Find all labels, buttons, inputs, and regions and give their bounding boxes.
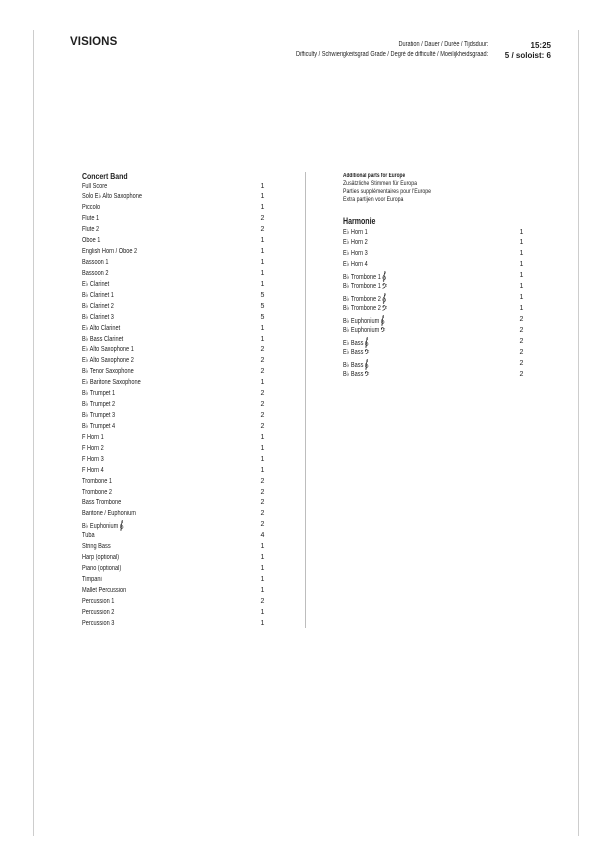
part-quantity: 1 xyxy=(260,335,265,343)
part-row xyxy=(82,433,282,444)
part-row xyxy=(82,356,282,367)
harmonie-parts-list xyxy=(343,228,543,388)
part-name: String Bass xyxy=(82,543,111,551)
concert-band-parts-list xyxy=(82,182,282,642)
part-label xyxy=(82,411,115,422)
part-quantity: 2 xyxy=(260,401,265,409)
part-quantity: 1 xyxy=(260,565,265,573)
part-label xyxy=(82,466,104,477)
part-row xyxy=(343,359,543,370)
part-name: Full Score xyxy=(82,182,108,190)
part-label xyxy=(343,304,387,315)
part-label xyxy=(343,260,368,271)
part-label xyxy=(82,378,141,389)
part-label xyxy=(82,356,134,367)
part-name: B♭ Tenor Saxophone xyxy=(82,368,134,376)
part-label xyxy=(82,324,120,335)
part-row xyxy=(343,282,543,293)
part-quantity: 2 xyxy=(260,226,265,234)
part-row xyxy=(343,260,543,271)
part-name: F Horn 1 xyxy=(82,433,104,441)
part-quantity: 1 xyxy=(260,575,265,583)
part-quantity: 1 xyxy=(260,379,265,387)
part-row xyxy=(82,531,282,542)
part-row xyxy=(82,345,282,356)
bass-clef-icon xyxy=(365,371,370,377)
part-quantity: 2 xyxy=(260,477,265,485)
part-label xyxy=(82,619,114,630)
concert-band-heading-text: Concert Band xyxy=(82,171,128,181)
part-quantity: 1 xyxy=(260,543,265,551)
bass-clef-icon xyxy=(365,349,370,355)
part-label xyxy=(82,498,121,509)
part-quantity: 5 xyxy=(260,302,265,310)
part-name: B♭ Euphonium xyxy=(343,326,380,334)
part-quantity: 1 xyxy=(260,280,265,288)
part-row xyxy=(82,214,282,225)
part-name: Tuba xyxy=(82,532,95,540)
part-quantity: 2 xyxy=(260,368,265,376)
part-name: B♭ Trumpet 1 xyxy=(82,390,116,398)
europe-subheading-nl xyxy=(343,196,419,204)
part-row xyxy=(82,422,282,433)
part-name: E♭ Horn 3 xyxy=(343,250,368,258)
part-row xyxy=(82,247,282,258)
part-quantity: 2 xyxy=(519,359,524,367)
treble-clef-icon xyxy=(365,337,369,348)
part-name: B♭ Bass xyxy=(343,361,364,369)
part-row xyxy=(343,348,543,359)
part-label xyxy=(343,348,369,359)
part-name: B♭ Clarinet 3 xyxy=(82,313,114,321)
part-quantity: 2 xyxy=(519,315,524,323)
part-name: B♭ Trombone 2 xyxy=(343,305,381,312)
part-quantity: 1 xyxy=(519,294,524,302)
part-name: B♭ Clarinet 1 xyxy=(82,291,114,299)
part-row xyxy=(82,498,282,509)
part-name: Bassoon 2 xyxy=(82,269,109,277)
part-row xyxy=(82,520,282,531)
part-label xyxy=(82,247,137,258)
part-name: Bassoon 1 xyxy=(82,259,109,266)
part-name: Trombone 1 xyxy=(82,477,112,485)
part-quantity: 1 xyxy=(260,204,265,212)
part-name: Mallet Percussion xyxy=(82,586,127,594)
treble-clef-icon xyxy=(119,520,123,531)
part-name: E♭ Alto Saxophone 1 xyxy=(82,346,134,354)
part-name: Piano (optional) xyxy=(82,565,122,573)
part-quantity: 1 xyxy=(260,182,265,190)
part-row xyxy=(82,324,282,335)
part-quantity: 1 xyxy=(519,261,524,269)
part-row xyxy=(82,400,282,411)
difficulty-label-line xyxy=(248,51,488,59)
part-row xyxy=(343,326,543,337)
part-quantity: 1 xyxy=(260,269,265,277)
part-row xyxy=(82,575,282,586)
part-row xyxy=(82,619,282,630)
part-name: B♭ Trombone 2 xyxy=(343,296,381,304)
part-name: B♭ Trombone 1 xyxy=(343,274,381,282)
part-name: B♭ Bass xyxy=(343,370,364,378)
part-label xyxy=(343,326,385,337)
part-row xyxy=(82,586,282,597)
part-quantity: 1 xyxy=(519,228,524,236)
part-name: F Horn 4 xyxy=(82,466,104,474)
part-row xyxy=(343,249,543,260)
part-quantity: 1 xyxy=(260,554,265,562)
part-name: E♭ Horn 2 xyxy=(343,239,368,247)
part-row xyxy=(82,488,282,499)
europe-subheading-fr xyxy=(343,188,453,196)
part-name: E♭ Horn 1 xyxy=(343,228,368,236)
part-name: E♭ Baritone Saxophone xyxy=(82,379,141,387)
part-label xyxy=(82,236,100,247)
part-quantity: 1 xyxy=(260,586,265,594)
part-name: B♭ Euphonium xyxy=(82,523,119,531)
part-quantity: 2 xyxy=(260,215,265,223)
part-label xyxy=(82,597,114,608)
part-label xyxy=(82,422,115,433)
part-quantity: 1 xyxy=(260,324,265,332)
part-quantity: 2 xyxy=(260,510,265,518)
left-margin-rule xyxy=(33,30,34,836)
part-quantity: 2 xyxy=(260,521,265,529)
part-row xyxy=(82,509,282,520)
part-quantity: 2 xyxy=(260,499,265,507)
part-quantity: 5 xyxy=(260,313,265,321)
part-row xyxy=(82,378,282,389)
part-row xyxy=(82,455,282,466)
part-quantity: 2 xyxy=(260,346,265,354)
part-quantity: 2 xyxy=(260,412,265,420)
part-row xyxy=(343,271,543,282)
part-row xyxy=(82,389,282,400)
part-name: F Horn 2 xyxy=(82,444,104,452)
part-quantity: 1 xyxy=(260,433,265,441)
part-label xyxy=(82,509,136,520)
part-quantity: 2 xyxy=(260,488,265,496)
treble-clef-icon xyxy=(365,359,369,370)
part-quantity: 2 xyxy=(260,390,265,398)
part-name: Percussion 3 xyxy=(82,619,115,627)
part-row xyxy=(82,367,282,378)
europe-subheading-text: Extra partijen voor Europa xyxy=(343,195,404,203)
part-row xyxy=(82,608,282,619)
part-name: B♭ Trumpet 3 xyxy=(82,412,116,420)
europe-heading xyxy=(343,172,421,180)
part-row xyxy=(82,258,282,269)
part-label xyxy=(343,370,369,381)
part-row xyxy=(82,542,282,553)
part-label xyxy=(82,192,142,203)
part-quantity: 2 xyxy=(260,357,265,365)
part-label xyxy=(82,225,99,236)
part-row xyxy=(82,269,282,280)
part-label xyxy=(343,228,368,239)
part-row xyxy=(343,315,543,326)
part-label xyxy=(82,367,134,378)
part-name: Harp (optional) xyxy=(82,554,120,562)
part-quantity: 4 xyxy=(260,532,265,540)
part-row xyxy=(82,280,282,291)
part-label xyxy=(82,488,112,499)
part-name: E♭ Alto Clarinet xyxy=(82,324,121,332)
piece-title: VISIONS xyxy=(70,36,118,48)
part-name: B♭ Bass Clarinet xyxy=(82,335,124,343)
part-quantity: 2 xyxy=(260,422,265,430)
part-row xyxy=(82,477,282,488)
part-quantity: 2 xyxy=(519,337,524,345)
part-label xyxy=(82,389,115,400)
part-row xyxy=(82,313,282,324)
part-label xyxy=(82,553,119,564)
part-quantity: 1 xyxy=(519,272,524,280)
part-label xyxy=(82,291,114,302)
part-name: Trombone 2 xyxy=(82,488,112,496)
part-quantity: 1 xyxy=(260,466,265,474)
column-divider xyxy=(305,172,306,628)
part-quantity: 2 xyxy=(519,326,524,334)
part-name: E♭ Bass xyxy=(343,339,364,347)
part-name: Percussion 1 xyxy=(82,597,115,605)
part-label xyxy=(82,586,126,597)
part-name: B♭ Trombone 1 xyxy=(343,283,381,291)
part-label xyxy=(82,182,107,193)
part-quantity: 1 xyxy=(519,250,524,258)
part-name: Piccolo xyxy=(82,204,101,212)
part-row xyxy=(343,238,543,249)
part-quantity: 1 xyxy=(260,193,265,201)
part-label xyxy=(82,302,114,313)
part-row xyxy=(82,564,282,575)
europe-heading-text: Additional parts for Europe xyxy=(343,172,406,179)
part-name: E♭ Bass xyxy=(343,348,364,356)
part-quantity: 1 xyxy=(519,305,524,312)
part-name: Bass Trombone xyxy=(82,499,122,507)
difficulty-value: 5 / soloist: 6 xyxy=(504,50,551,60)
part-quantity: 2 xyxy=(519,370,524,378)
part-label xyxy=(82,203,100,214)
part-label xyxy=(82,608,114,619)
part-quantity: 1 xyxy=(260,619,265,627)
part-row xyxy=(82,597,282,608)
part-quantity: 1 xyxy=(519,283,524,291)
bass-clef-icon xyxy=(382,305,387,311)
part-label xyxy=(82,564,121,575)
part-label xyxy=(82,313,114,324)
part-name: B♭ Trumpet 2 xyxy=(82,401,116,409)
part-label xyxy=(82,531,95,542)
part-label xyxy=(343,249,368,260)
part-name: Flute 2 xyxy=(82,226,100,234)
part-quantity: 1 xyxy=(260,259,265,266)
part-label xyxy=(343,238,368,249)
part-label xyxy=(82,345,134,356)
part-label xyxy=(82,269,108,280)
duration-value: 15:25 xyxy=(530,40,551,50)
europe-subheading-text: Zusätzliche Stimmen für Europa xyxy=(343,179,417,187)
part-quantity: 5 xyxy=(260,291,265,299)
duration-label: Duration / Dauer / Durée / Tijdsduur: xyxy=(398,41,488,48)
part-label xyxy=(82,575,102,586)
part-label xyxy=(82,335,123,346)
part-quantity: 1 xyxy=(260,237,265,245)
part-label xyxy=(82,455,104,466)
harmonie-heading-text: Harmonie xyxy=(343,216,376,226)
part-name: E♭ Horn 4 xyxy=(343,261,368,269)
part-row xyxy=(343,293,543,304)
part-name: Percussion 2 xyxy=(82,608,115,616)
part-row xyxy=(343,228,543,239)
part-label xyxy=(82,477,112,488)
part-row xyxy=(343,304,543,315)
part-quantity: 1 xyxy=(260,444,265,452)
right-margin-rule xyxy=(578,30,579,836)
part-name: Baritone / Euphonium xyxy=(82,510,136,518)
treble-clef-icon xyxy=(380,315,384,326)
part-name: B♭ Clarinet 2 xyxy=(82,302,114,310)
part-row xyxy=(82,553,282,564)
part-quantity: 1 xyxy=(260,608,265,616)
part-row xyxy=(343,370,543,381)
part-label xyxy=(343,282,387,293)
part-row xyxy=(82,182,282,193)
bass-clef-icon xyxy=(380,327,385,333)
part-row xyxy=(343,337,543,348)
part-label xyxy=(82,444,104,455)
part-label xyxy=(82,280,109,291)
part-row xyxy=(82,225,282,236)
part-quantity: 1 xyxy=(260,248,265,256)
part-quantity: 2 xyxy=(519,348,524,356)
part-row xyxy=(82,302,282,313)
part-label xyxy=(82,542,111,553)
part-name: B♭ Euphonium xyxy=(343,317,380,325)
part-name: E♭ Clarinet xyxy=(82,280,110,288)
part-row xyxy=(82,291,282,302)
part-name: Flute 1 xyxy=(82,215,100,223)
difficulty-label: Difficulty / Schwierigkeitsgrad Grade / Degré de difficulté / Moeilijkheidsgraad: xyxy=(295,51,488,58)
europe-subheading-de xyxy=(343,180,435,188)
part-row xyxy=(82,192,282,203)
part-label xyxy=(82,258,108,269)
part-row xyxy=(82,411,282,422)
part-name: English Horn / Oboe 2 xyxy=(82,248,138,256)
treble-clef-icon xyxy=(382,293,386,304)
part-name: F Horn 3 xyxy=(82,455,104,463)
part-quantity: 1 xyxy=(519,239,524,247)
part-row xyxy=(82,203,282,214)
part-row xyxy=(82,335,282,346)
part-row xyxy=(82,466,282,477)
part-name: E♭ Alto Saxophone 2 xyxy=(82,357,134,365)
duration-label-line xyxy=(376,41,488,49)
part-label xyxy=(82,214,99,225)
concert-band-heading xyxy=(82,171,139,181)
part-label xyxy=(82,433,104,444)
harmonie-heading xyxy=(343,216,384,226)
part-name: Oboe 1 xyxy=(82,237,101,245)
part-label xyxy=(82,400,115,411)
part-row xyxy=(82,444,282,455)
part-quantity: 2 xyxy=(260,597,265,605)
part-name: B♭ Trumpet 4 xyxy=(82,422,116,430)
part-quantity: 1 xyxy=(260,455,265,463)
treble-clef-icon xyxy=(382,271,386,282)
part-name: Solo E♭ Alto Saxophone xyxy=(82,193,142,201)
part-name: Timpani xyxy=(82,575,102,583)
bass-clef-icon xyxy=(382,283,387,289)
europe-subheading-text: Parties supplémentaires pour l'Europe xyxy=(343,187,431,195)
part-row xyxy=(82,236,282,247)
